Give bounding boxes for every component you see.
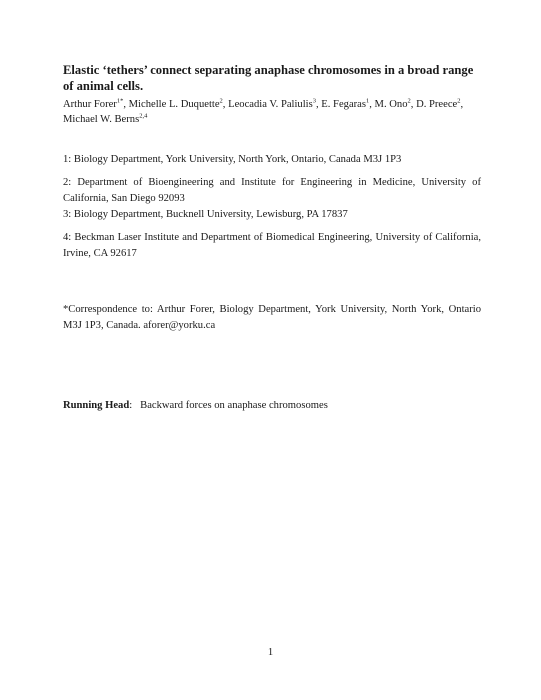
affiliation-3: 3: Biology Department, Bucknell University, Lewisburg, PA 17837: [63, 209, 348, 220]
author-name: Leocadia V. Paliulis: [228, 99, 313, 110]
correspondence-note: *Correspondence to: Arthur Forer, Biology Department, York University, North York, Ontario M3J 1P3, Canada. aforer@yorku.ca: [63, 304, 481, 331]
running-head-text: Backward forces on anaphase chromosomes: [140, 400, 328, 411]
author-affiliation-marker: 2,4: [139, 112, 148, 120]
author-affiliation-marker: 1: [366, 97, 370, 105]
author-name: Michelle L. Duquette: [128, 99, 220, 110]
affiliation-4: 4: Beckman Laser Institute and Department of Biomedical Engineering, University of California, Irvine, CA 92617: [63, 232, 481, 259]
author-name: Arthur Forer: [63, 99, 117, 110]
author-affiliation-marker: 1*: [116, 97, 124, 105]
author-affiliation-marker: 2: [457, 97, 461, 105]
affiliation-2: 2: Department of Bioengineering and Institute for Engineering in Medicine, University of California, San Diego 92093: [63, 177, 481, 204]
author-affiliation-marker: 3: [312, 97, 316, 105]
running-head-label: Running Head: [63, 400, 130, 411]
author-name: Michael W. Berns: [63, 114, 140, 125]
affiliation-1: 1: Biology Department, York University, North York, Ontario, Canada M3J 1P3: [63, 154, 402, 165]
page-number: 1: [267, 647, 274, 658]
author-affiliation-marker: 2: [219, 97, 223, 105]
running-head: Running Head: Backward forces on anaphase chromosomes: [63, 400, 328, 411]
author-affiliation-marker: 2: [407, 97, 411, 105]
author-name: E. Fegaras: [321, 99, 366, 110]
author-list: Arthur Forer$^{1*}$, Michelle L. Duquette$^2$, Leocadia V. Paliulis$^3$, E. Fegaras$^1$, M. Ono$^2$, D. Preece$^2$, Michael W. Berns$^{2,4}$: [63, 97, 464, 125]
paper-title: Elastic ‘tethers’ connect separating anaphase chromosomes in a broad range of animal cells.: [63, 63, 474, 93]
author-name: M. Ono: [374, 99, 408, 110]
author-name: D. Preece: [416, 99, 458, 110]
